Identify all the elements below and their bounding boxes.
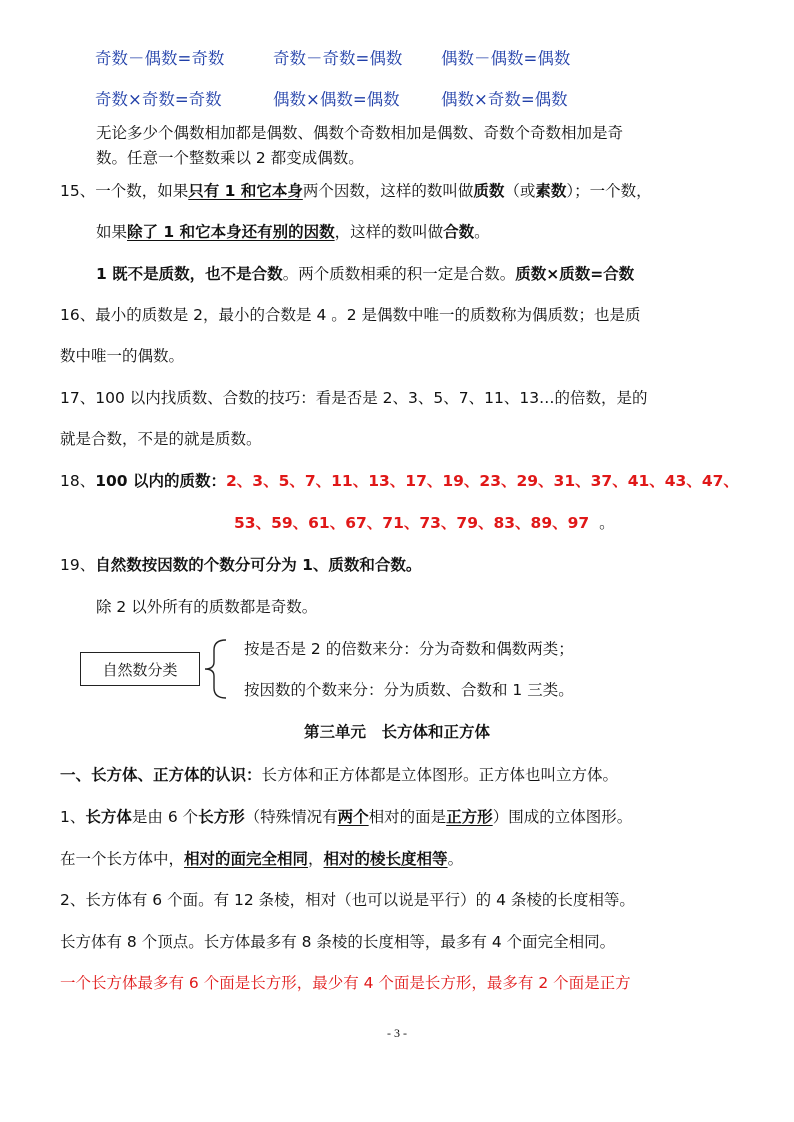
parity-rule: 奇数×奇数=奇数 <box>95 90 222 109</box>
classification-branch: 按因数的个数来分：分为质数、合数和 1 三类。 <box>244 681 574 699</box>
item-15-line-2: 如果除了 1 和它本身还有别的因数，这样的数叫做合数。 <box>96 223 490 241</box>
summary-line: 无论多少个偶数相加都是偶数、偶数个奇数相加是偶数、奇数个奇数相加是奇 <box>96 124 624 142</box>
parity-rule: 奇数－偶数=奇数 <box>95 49 225 68</box>
classification-box: 自然数分类 <box>80 652 200 686</box>
parity-rule: 偶数×偶数=偶数 <box>273 90 400 109</box>
classification-branch: 按是否是 2 的倍数来分：分为奇数和偶数两类； <box>244 640 574 658</box>
point-2-line-1: 2、长方体有 6 个面。有 12 条棱，相对（也可以说是平行）的 4 条棱的长度相等。 <box>60 891 635 909</box>
brace-icon <box>202 638 230 700</box>
parity-rule: 奇数－奇数=偶数 <box>273 49 403 68</box>
item-16-line-1: 16、最小的质数是 2，最小的合数是 4 。2 是偶数中唯一的质数称为偶质数；也是质 <box>60 306 641 324</box>
item-18-line-1: 18、100 以内的质数：2、3、5、7、11、13、17、19、23、29、31、37、41、43、47、 <box>60 472 739 490</box>
item-19-title: 19、自然数按因数的个数分可分为 1、质数和合数。 <box>60 556 422 574</box>
section-1-intro: 一、长方体、正方体的认识：长方体和正方体都是立体图形。正方体也叫立方体。 <box>60 766 619 784</box>
parity-rule: 偶数×奇数=偶数 <box>441 90 568 109</box>
item-15-line-3: 1 既不是质数，也不是合数。两个质数相乘的积一定是合数。质数×质数=合数 <box>96 265 635 283</box>
item-17-line-1: 17、100 以内找质数、合数的技巧：看是否是 2、3、5、7、11、13…的倍数，是的 <box>60 389 648 407</box>
item-17-line-2: 就是合数，不是的就是质数。 <box>60 430 262 448</box>
item-18-line-2: 53、59、61、67、71、73、79、83、89、97 。 <box>234 514 615 532</box>
point-1-line-2: 在一个长方体中，相对的面完全相同，相对的棱长度相等。 <box>60 850 464 868</box>
unit-heading: 第三单元 长方体和正方体 <box>303 723 490 741</box>
page-number: - 3 - <box>387 1026 407 1040</box>
item-16-line-2: 数中唯一的偶数。 <box>60 347 185 365</box>
summary-line: 数。任意一个整数乘以 2 都变成偶数。 <box>96 149 364 167</box>
point-2-line-3: 一个长方体最多有 6 个面是长方形，最少有 4 个面是长方形，最多有 2 个面是正方 <box>60 974 631 992</box>
item-15-line-1: 15、一个数，如果只有 1 和它本身两个因数，这样的数叫做质数（或素数）；一个数， <box>60 182 652 200</box>
item-19-note: 除 2 以外所有的质数都是奇数。 <box>96 598 318 616</box>
point-1-line-1: 1、长方体是由 6 个长方形（特殊情况有两个相对的面是正方形）围成的立体图形。 <box>60 808 633 826</box>
parity-rule: 偶数－偶数=偶数 <box>441 49 571 68</box>
point-2-line-2: 长方体有 8 个顶点。长方体最多有 8 条棱的长度相等，最多有 4 个面完全相同。 <box>60 933 616 951</box>
